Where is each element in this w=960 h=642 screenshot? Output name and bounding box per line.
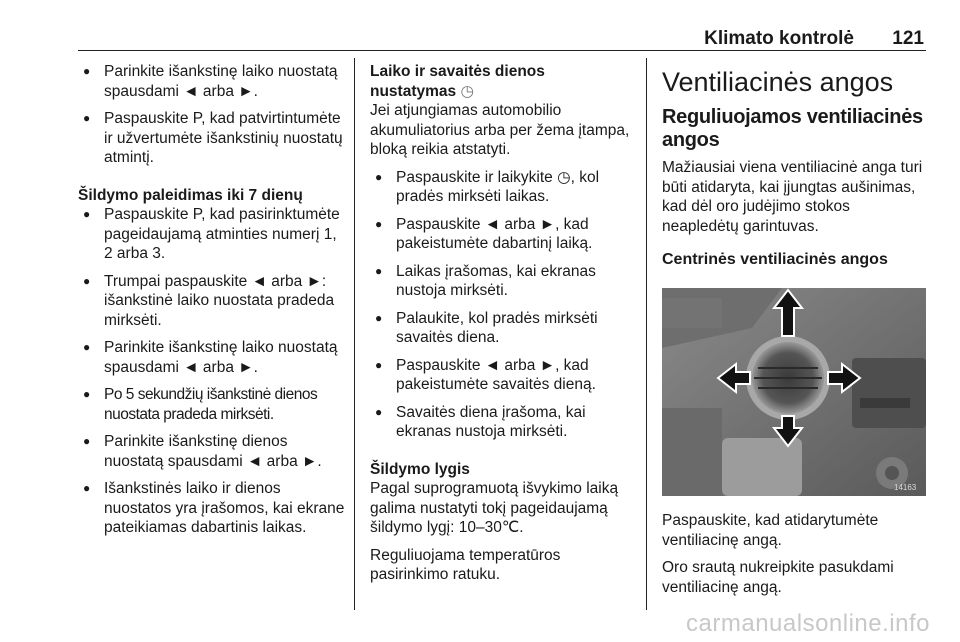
column-divider [646, 58, 647, 610]
list-item: ● Palaukite, kol pradės mirksėti savaitės diena. [370, 309, 632, 348]
figure-code: 14163 [894, 482, 917, 492]
section-heading: Šildymo lygis [370, 460, 470, 478]
paragraph: Mažiausiai viena ventiliacinė anga turi būti atidaryta, kai įjungtas aušinimas, kad dėl oro judėjimo stokos neapledėtų garintuvas. [662, 159, 923, 235]
paragraph: Jei atjungiamas automobilio akumuliatorius arba per žema įtampa, bloką reikia atstatyti. [370, 102, 630, 158]
list-item: ● Parinkite išankstinę laiko nuostatą spausdami ◄ arba ►. [78, 338, 348, 377]
column-left [78, 62, 348, 546]
list-item: ● Parinkite išankstinę dienos nuostatą spausdami ◄ arba ►. [78, 432, 348, 471]
vent-photo [662, 288, 926, 496]
list-item: ● Paspauskite ◄ arba ►, kad pakeistumėte dabartinį laiką. [370, 215, 632, 254]
section-heading: Reguliuojamos ventiliacinės angos [662, 106, 923, 151]
section-heading: Laiko ir savaitės dienos nustatymas ◷ [370, 63, 545, 100]
column-right [662, 62, 926, 605]
chapter-title: Klimato kontrolė [704, 28, 854, 49]
list-item: ● Parinkite išankstinę laiko nuostatą spausdami ◄ arba ►. [78, 62, 348, 101]
paragraph: Oro srautą nukreipkite pasukdami ventiliacinę angą. [662, 559, 894, 596]
column-divider [354, 58, 355, 610]
paragraph: Reguliuojama temperatūros pasirinkimo ratuku. [370, 546, 561, 583]
section-heading: Šildymo paleidimas iki 7 dienų [78, 186, 303, 204]
list-item: ● Laikas įrašomas, kai ekranas nustoja mirksėti. [370, 262, 632, 301]
page-section-title: Ventiliacinės angos [662, 67, 894, 97]
clock-icon: ◷ [460, 82, 474, 100]
column-middle [370, 62, 632, 593]
list-item: ● Išankstinės laiko ir dienos nuostatos yra įrašomos, kai ekrane pateikiamas dabartinis laikas. [78, 479, 348, 538]
page-number: 121 [892, 28, 924, 49]
list-item: ● Paspauskite ir laikykite ◷, kol pradės mirksėti laikas. [370, 168, 632, 207]
paragraph: Paspauskite, kad atidarytumėte ventiliacinę angą. [662, 512, 879, 549]
subsection-heading: Centrinės ventiliacinės angos [662, 251, 888, 268]
list-item: ● Paspauskite P, kad patvirtintumėte ir užvertumėte išankstinių nuostatų atmintį. [78, 109, 348, 168]
page-header [78, 0, 926, 51]
paragraph: Pagal suprogramuotą išvykimo laiką galima nustatyti tokį pageidaujamą šildymo lygį: 10–30℃. [370, 480, 619, 536]
watermark: carmanualsonline.info [686, 610, 930, 637]
list-item: ● Paspauskite P, kad pasirinktumėte pageidaujamą atminties numerį 1, 2 arba 3. [78, 205, 348, 264]
list-item: ● Paspauskite ◄ arba ►, kad pakeistumėte savaitės dieną. [370, 356, 632, 395]
list-item: ● Po 5 sekundžių išankstinė dienos nuostata pradeda mirksėti. [78, 385, 348, 424]
list-item: ● Trumpai paspauskite ◄ arba ►: išankstinė laiko nuostata pradeda mirksėti. [78, 272, 348, 331]
list-item: ● Savaitės diena įrašoma, kai ekranas nustoja mirksėti. [370, 403, 632, 442]
